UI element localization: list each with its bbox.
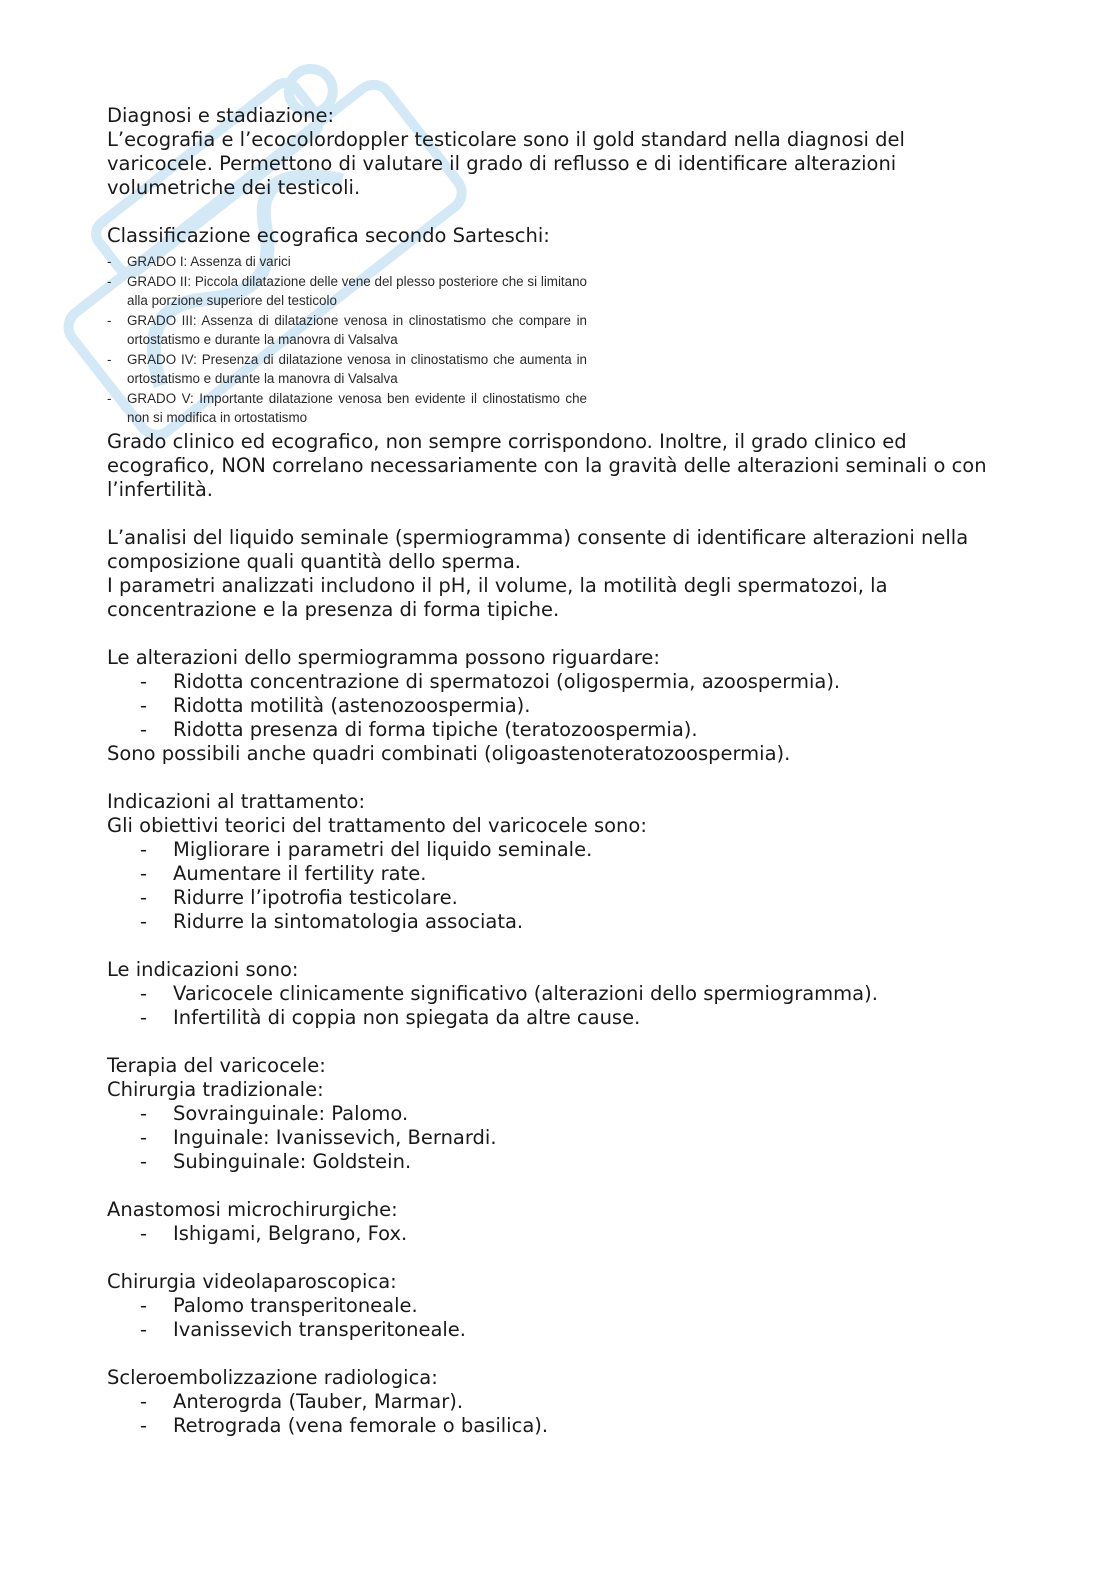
sarteschi-grade-item: - GRADO II: Piccola dilatazione delle vene del plesso posteriore che si limitano alla porzione superiore del testicolo [107,273,587,308]
list-item: - Ishigami, Belgrano, Fox. [140,1221,408,1245]
list-item: - Inguinale: Ivanissevich, Bernardi. [140,1125,497,1149]
alterazioni-list [107,670,1007,742]
section-title-anastomosi: Anastomosi microchirurgiche: [107,1197,398,1221]
obiettivi-list [107,838,1007,934]
sarteschi-grade-list [107,252,587,428]
sarteschi-grade-item: - GRADO I: Assenza di varici [107,254,291,269]
document-page [107,104,1007,1438]
list-item: - Infertilità di coppia non spiegata da altre cause. [140,1005,641,1029]
list-item: - Anterogrda (Tauber, Marmar). [140,1389,464,1413]
sarteschi-grade-item: - GRADO IV: Presenza di dilatazione venosa in clinostatismo che aumenta in ortostatismo e durante la manovra di Valsalva [107,351,587,386]
section-title-indicazioni: Le indicazioni sono: [107,957,299,981]
anastomosi-list [107,1222,1007,1246]
list-item: - Ridurre la sintomatologia associata. [140,909,524,933]
sarteschi-grade-item: - GRADO V: Importante dilatazione venosa ben evidente il clinostatismo che non si modifica in ortostatismo [107,390,587,425]
section-title-diagnosi: Diagnosi e stadiazione: [107,104,335,127]
section-title-videolaparoscopica: Chirurgia videolaparoscopica: [107,1269,397,1293]
paragraph-diagnosi: L’ecografia e l’ecocolordoppler testicolare sono il gold standard nella diagnosi del varicocele. Permettono di valutare il grado di reflusso e di identificare alterazioni volumetriche dei testicoli. [107,128,905,199]
list-item: - Retrograda (vena femorale o basilica). [140,1413,549,1437]
subtitle-obiettivi: Gli obiettivi teorici del trattamento del varicocele sono: [107,813,647,837]
section-title-scleroembolizzazione: Scleroembolizzazione radiologica: [107,1365,438,1389]
subtitle-chirurgia-tradizionale: Chirurgia tradizionale: [107,1077,324,1101]
chirurgia-tradizionale-list [107,1102,1007,1174]
scleroembolizzazione-list [107,1390,1007,1438]
list-item: - Palomo transperitoneale. [140,1293,418,1317]
list-item: - Ivanissevich transperitoneale. [140,1317,467,1341]
paragraph-quadri-combinati: Sono possibili anche quadri combinati (oligoastenoteratozoospermia). [107,741,791,765]
paragraph-analisi-1: L’analisi del liquido seminale (spermiogramma) consente di identificare alterazioni nella composizione quali quantità dello sperma. [107,525,969,573]
section-title-terapia: Terapia del varicocele: [107,1053,326,1077]
section-title-sarteschi: Classificazione ecografica secondo Sarteschi: [107,224,550,247]
list-item: - Ridotta concentrazione di spermatozoi (oligospermia, azoospermia). [140,669,841,693]
paragraph-analisi-2: I parametri analizzati includono il pH, il volume, la motilità degli spermatozoi, la concentrazione e la presenza di forma tipiche. [107,573,888,621]
list-item: - Sovrainguinale: Palomo. [140,1101,409,1125]
list-item: - Ridurre l’ipotrofia testicolare. [140,885,458,909]
videolaparoscopica-list [107,1294,1007,1342]
list-item: - Varicocele clinicamente significativo (alterazioni dello spermiogramma). [140,981,878,1005]
list-item: - Ridotta presenza di forma tipiche (teratozoospermia). [140,717,698,741]
sarteschi-grade-item: - GRADO III: Assenza di dilatazione venosa in clinostatismo che compare in ortostatismo e durante la manovra di Valsalva [107,312,587,347]
list-item: - Ridotta motilità (astenozoospermia). [140,693,531,717]
list-item: - Aumentare il fertility rate. [140,861,427,885]
indicazioni-list [107,982,1007,1030]
list-item: - Subinguinale: Goldstein. [140,1149,412,1173]
section-title-indicazioni-trattamento: Indicazioni al trattamento: [107,789,366,813]
paragraph-grado: Grado clinico ed ecografico, non sempre corrispondono. Inoltre, il grado clinico ed ecografico, NON correlano necessariamente con la gravità delle alterazioni seminali o con l’infertilità. [107,429,987,501]
list-item: - Migliorare i parametri del liquido seminale. [140,837,593,861]
section-title-alterazioni: Le alterazioni dello spermiogramma possono riguardare: [107,645,660,669]
